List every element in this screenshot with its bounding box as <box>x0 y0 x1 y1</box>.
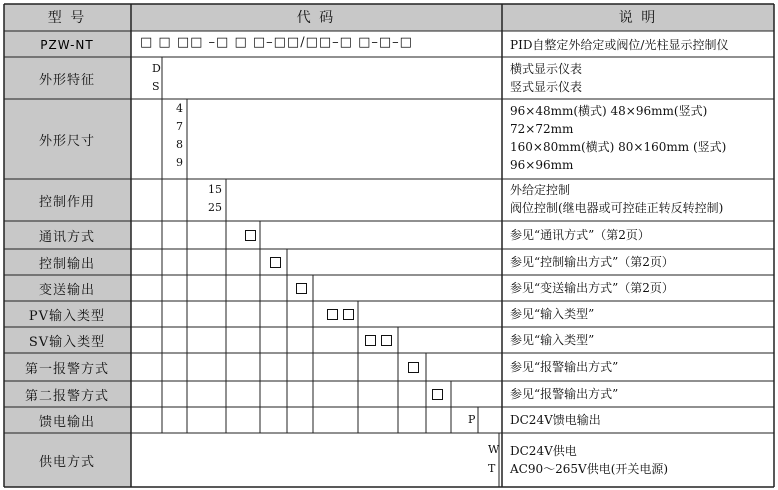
row-label-alarm2: 第二报警方式 <box>24 388 109 404</box>
sv-code-box-2 <box>381 335 392 346</box>
desc-control-2: 阀位控制(继电器或可控硅正转反转控制) <box>510 201 724 215</box>
desc-feed: DC24V馈电输出 <box>510 413 601 427</box>
code-D: D <box>152 62 161 75</box>
desc-alarm1: 参见“报警输出方式” <box>510 360 619 374</box>
model-desc: PID自整定外给定或阀位/光柱显示控制仪 <box>510 38 729 52</box>
code-25: 25 <box>208 201 222 214</box>
comm-code-box <box>245 230 256 241</box>
code-15: 15 <box>208 183 222 196</box>
row-label-feed: 馈电输出 <box>38 414 95 430</box>
row-label-pv-input: PV输入类型 <box>28 308 106 324</box>
code-7: 7 <box>176 120 183 133</box>
code-8: 8 <box>176 138 183 151</box>
desc-alarm2: 参见“报警输出方式” <box>510 387 619 401</box>
row-label-shape: 外形特征 <box>38 72 95 88</box>
desc-size-4: 96×96mm <box>510 158 574 172</box>
pv-code-box-2 <box>343 309 354 320</box>
sv-code-box-1 <box>365 335 376 346</box>
desc-size-3: 160×80mm(横式) 80×160mm (竖式) <box>510 140 727 154</box>
code-4: 4 <box>176 102 183 115</box>
desc-shape-2: 竖式显示仪表 <box>510 80 583 94</box>
desc-control-1: 外给定控制 <box>510 183 571 197</box>
row-label-size: 外形尺寸 <box>38 133 95 149</box>
header-code: 代 码 <box>296 10 336 26</box>
row-label-power: 供电方式 <box>38 454 95 470</box>
desc-pv-input: 参见“输入类型” <box>510 307 595 321</box>
row-label-alarm1: 第一报警方式 <box>24 361 109 377</box>
header-desc: 说 明 <box>618 10 658 26</box>
row-label-control: 控制作用 <box>38 194 95 210</box>
row-label-ctrl-output: 控制输出 <box>38 256 95 272</box>
code-T: T <box>488 462 496 475</box>
desc-comm: 参见“通讯方式”（第2页） <box>510 228 650 242</box>
header-model: 型 号 <box>47 10 87 26</box>
desc-size-2: 72×72mm <box>510 122 574 136</box>
ctrl-output-code-box <box>270 257 281 268</box>
desc-transmit: 参见“变送输出方式”（第2页） <box>510 281 674 295</box>
desc-power-1: DC24V供电 <box>510 444 577 458</box>
desc-sv-input: 参见“输入类型” <box>510 333 595 347</box>
pv-code-box-1 <box>327 309 338 320</box>
code-S: S <box>152 80 160 93</box>
model-code-pattern: □ □ □□ –□ □ □–□□/□□–□ □–□–□ <box>140 35 413 50</box>
desc-shape-1: 横式显示仪表 <box>510 62 583 76</box>
model-label: PZW-NT <box>40 38 94 52</box>
code-9: 9 <box>176 156 183 169</box>
alarm2-code-box <box>432 389 443 400</box>
row-label-sv-input: SV输入类型 <box>28 334 106 350</box>
desc-power-2: AC90～265V供电(开关电源) <box>510 462 669 476</box>
transmit-code-box <box>296 283 307 294</box>
row-label-transmit: 变送输出 <box>38 282 95 298</box>
desc-ctrl-output: 参见“控制输出方式”（第2页） <box>510 255 674 269</box>
code-P: P <box>468 413 476 426</box>
desc-size-1: 96×48mm(横式) 48×96mm(竖式) <box>510 104 708 118</box>
alarm1-code-box <box>408 362 419 373</box>
row-label-comm: 通讯方式 <box>38 229 95 245</box>
code-W: W <box>488 443 500 456</box>
